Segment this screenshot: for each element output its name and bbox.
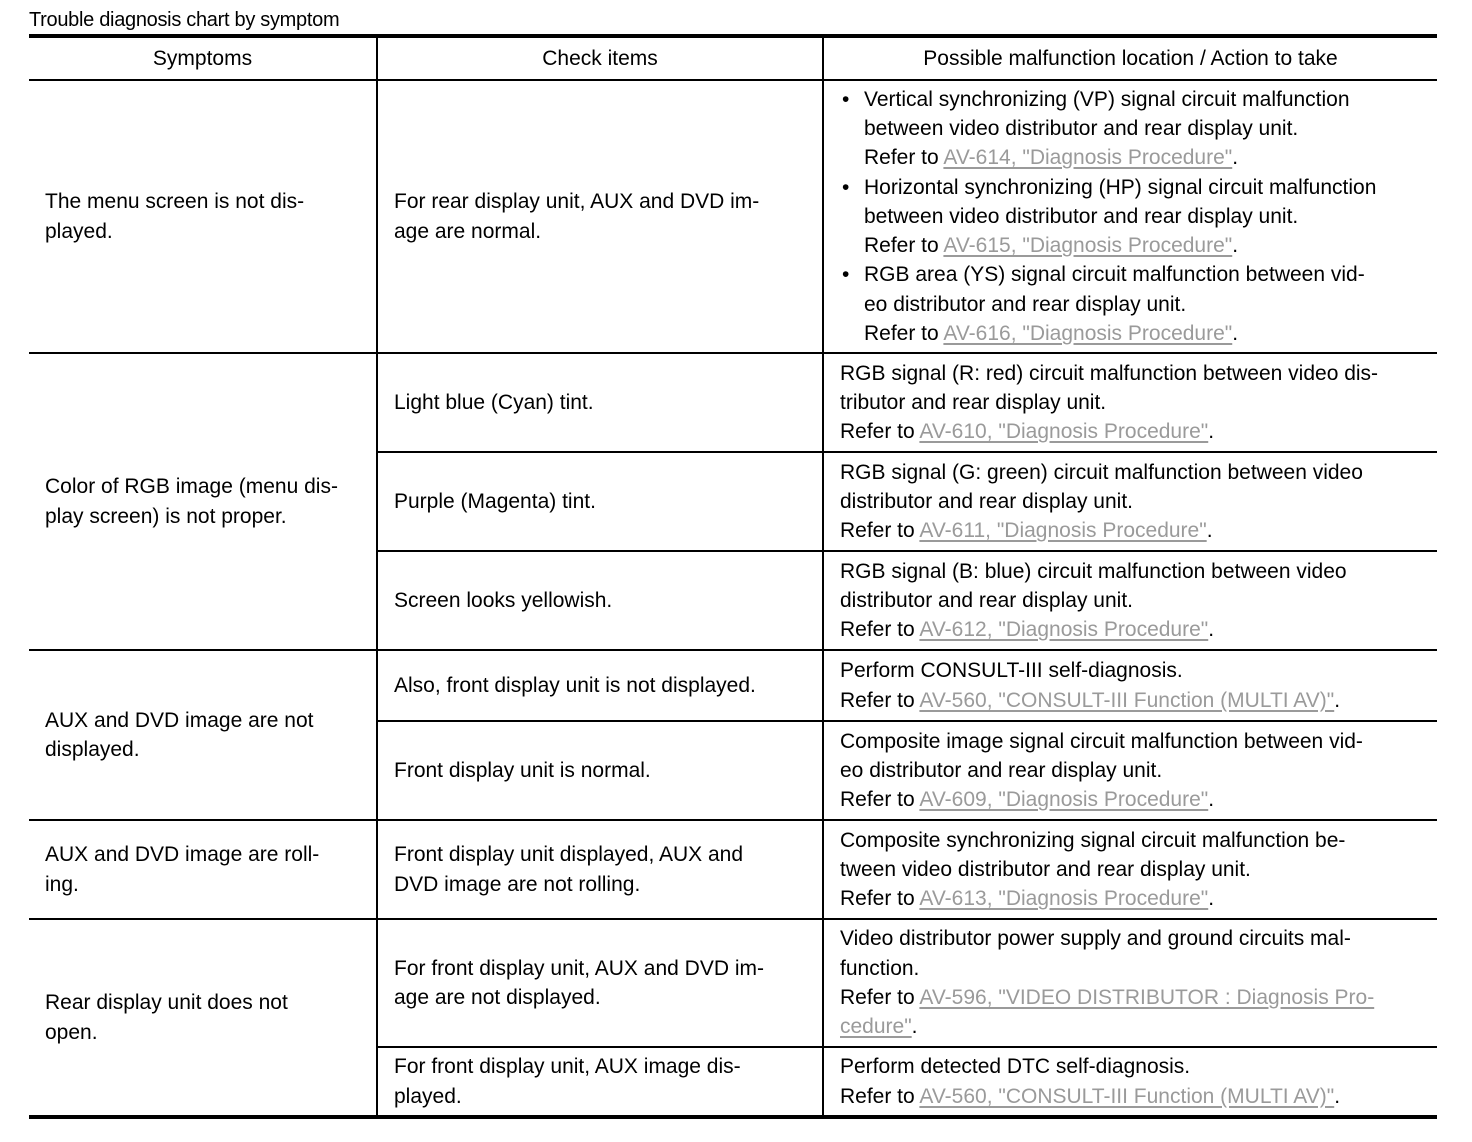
check-item-cell: Screen looks yellowish.	[377, 551, 823, 650]
check-item-cell: For rear display unit, AUX and DVD im- age are normal.	[377, 80, 823, 353]
symptom-cell: Color of RGB image (menu dis- play screen) is not proper.	[29, 353, 377, 650]
action-text: Horizontal synchronizing (HP) signal circuit malfunction between video distributor and rear display unit.	[864, 175, 1377, 228]
header-symptoms: Symptoms	[29, 36, 377, 80]
period: .	[1232, 146, 1239, 170]
refer-label: Refer to	[840, 688, 920, 712]
refer-label: Refer to	[864, 234, 944, 258]
action-cell	[823, 452, 1437, 551]
table-row	[29, 353, 1437, 452]
header-row	[29, 36, 1437, 80]
symptom-cell: AUX and DVD image are roll- ing.	[29, 820, 377, 919]
list-item	[840, 85, 1425, 173]
refer-label: Refer to	[840, 788, 920, 812]
reference-link[interactable]: AV-560, "CONSULT-III Function (MULTI AV)"	[919, 1084, 1335, 1108]
symptom-cell: AUX and DVD image are not displayed.	[29, 650, 377, 820]
period: .	[1334, 1084, 1341, 1108]
refer-label: Refer to	[864, 322, 944, 346]
refer-label: Refer to	[840, 519, 920, 543]
action-text: Video distributor power supply and ground circuits mal- function.	[840, 927, 1351, 980]
action-cell	[823, 80, 1437, 353]
refer-label: Refer to	[864, 146, 944, 170]
reference-link[interactable]: AV-611, "Diagnosis Procedure"	[919, 519, 1207, 543]
action-list	[840, 85, 1425, 349]
check-item-cell: Also, front display unit is not displayed.	[377, 650, 823, 721]
action-cell	[823, 353, 1437, 452]
action-cell	[823, 1047, 1437, 1117]
period: .	[1334, 688, 1341, 712]
reference-link[interactable]: AV-613, "Diagnosis Procedure"	[919, 887, 1209, 911]
action-cell	[823, 650, 1437, 721]
period: .	[1232, 234, 1239, 258]
symptom-cell: Rear display unit does not open.	[29, 919, 377, 1117]
reference-link[interactable]: AV-609, "Diagnosis Procedure"	[919, 788, 1209, 812]
period: .	[1208, 887, 1215, 911]
action-text: Composite synchronizing signal circuit malfunction be- tween video distributor and rear display unit.	[840, 828, 1346, 881]
period: .	[1208, 618, 1215, 642]
check-item-cell: Purple (Magenta) tint.	[377, 452, 823, 551]
refer-label: Refer to	[840, 887, 920, 911]
list-item	[840, 260, 1425, 348]
table-row	[29, 919, 1437, 1047]
action-text: Vertical synchronizing (VP) signal circuit malfunction between video distributor and rear display unit.	[864, 87, 1350, 140]
action-cell	[823, 551, 1437, 650]
refer-label: Refer to	[840, 1084, 920, 1108]
check-item-cell: For front display unit, AUX and DVD im- age are not displayed.	[377, 919, 823, 1047]
bullet-icon: •	[842, 263, 850, 287]
bullet-icon: •	[842, 175, 850, 199]
period: .	[1208, 420, 1215, 444]
action-text: RGB area (YS) signal circuit malfunction between vid- eo distributor and rear display unit.	[864, 263, 1365, 316]
table-row	[29, 820, 1437, 919]
action-text: Composite image signal circuit malfunction between vid- eo distributor and rear display unit.	[840, 729, 1363, 782]
reference-link[interactable]: AV-615, "Diagnosis Procedure"	[943, 234, 1233, 258]
header-check-items: Check items	[377, 36, 823, 80]
refer-label: Refer to	[840, 420, 920, 444]
symptom-cell: The menu screen is not dis- played.	[29, 80, 377, 353]
action-text: RGB signal (R: red) circuit malfunction between video dis- tributor and rear display unit.	[840, 361, 1379, 414]
reference-link[interactable]: AV-614, "Diagnosis Procedure"	[943, 146, 1233, 170]
period: .	[1208, 788, 1215, 812]
header-action: Possible malfunction location / Action to take	[823, 36, 1437, 80]
table-row	[29, 650, 1437, 721]
action-text: RGB signal (B: blue) circuit malfunction between video distributor and rear display unit.	[840, 559, 1347, 612]
action-text: Perform CONSULT-III self-diagnosis.	[840, 659, 1183, 683]
action-cell	[823, 721, 1437, 820]
reference-link[interactable]: AV-596, "VIDEO DISTRIBUTOR : Diagnosis Pro- cedure"	[840, 986, 1375, 1039]
bullet-icon: •	[842, 87, 850, 111]
action-cell	[823, 919, 1437, 1047]
action-cell	[823, 820, 1437, 919]
period: .	[1232, 322, 1239, 346]
reference-link[interactable]: AV-616, "Diagnosis Procedure"	[943, 322, 1233, 346]
check-item-cell: Front display unit displayed, AUX and DVD image are not rolling.	[377, 820, 823, 919]
check-item-cell: For front display unit, AUX image dis- played.	[377, 1047, 823, 1117]
refer-label: Refer to	[840, 986, 920, 1009]
diagnosis-table	[29, 34, 1437, 1119]
period: .	[911, 1015, 918, 1039]
check-item-cell: Front display unit is normal.	[377, 721, 823, 820]
action-text: Perform detected DTC self-diagnosis.	[840, 1055, 1191, 1079]
reference-link[interactable]: AV-612, "Diagnosis Procedure"	[919, 618, 1209, 642]
table-row	[29, 80, 1437, 353]
period: .	[1206, 519, 1213, 543]
page-title: Trouble diagnosis chart by symptom	[29, 9, 340, 31]
action-text: RGB signal (G: green) circuit malfunction between video distributor and rear display unit.	[840, 460, 1363, 513]
refer-label: Refer to	[840, 618, 920, 642]
check-item-cell: Light blue (Cyan) tint.	[377, 353, 823, 452]
reference-link[interactable]: AV-560, "CONSULT-III Function (MULTI AV)"	[919, 688, 1335, 712]
list-item	[840, 173, 1425, 261]
reference-link[interactable]: AV-610, "Diagnosis Procedure"	[919, 420, 1209, 444]
